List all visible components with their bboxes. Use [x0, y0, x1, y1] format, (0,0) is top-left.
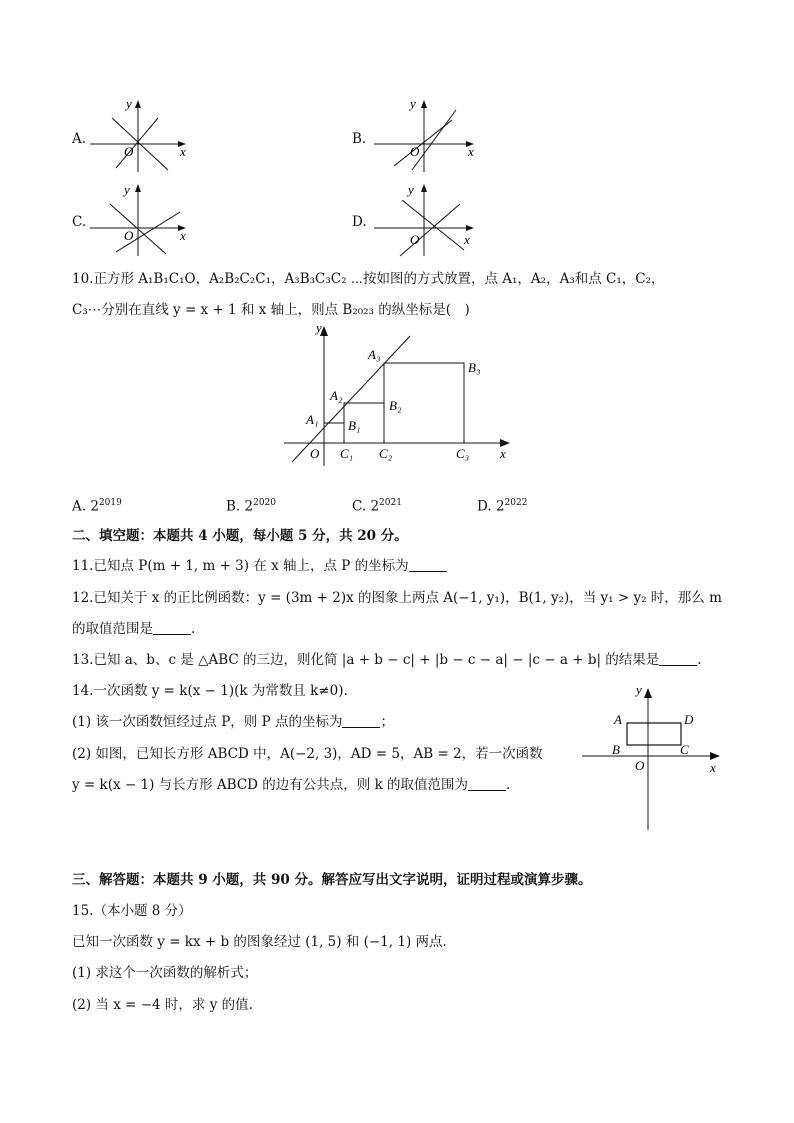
q13: 13.已知 a、b、c 是 △ABC 的三边，则化简 |a + b − c| + |b − c − a| − |c − a + b| 的结果是 . — [72, 652, 702, 668]
origin-label: O — [410, 232, 420, 247]
q10-option-d: D. $2^{2022}$ — [477, 498, 528, 515]
axis-x-label: x — [500, 446, 506, 461]
q14-figure — [578, 680, 728, 832]
label-b1: B₁ — [348, 418, 361, 433]
label-a2: A₂ — [330, 388, 343, 403]
answer-blank — [342, 715, 380, 728]
answer-blank — [409, 559, 447, 572]
q12-line2: 的取值范围是 . — [72, 621, 196, 637]
label-c3: C₃ — [456, 446, 470, 461]
axis-x-label: x — [180, 228, 186, 243]
origin-label: O — [124, 144, 134, 159]
axis-x-label: x — [468, 144, 474, 159]
option-a-graph — [86, 96, 196, 176]
label-b: B — [612, 742, 620, 757]
section-2-heading: 二、填空题：本题共 4 小题，每小题 5 分，共 20 分。 — [72, 528, 408, 544]
axis-y-label: y — [126, 96, 132, 111]
q10-stem-line2: C₃⋯分别在直线 y = x + 1 和 x 轴上，则点 B₂₀₂₃ 的纵坐标是( ) — [72, 302, 470, 318]
q14-line3: (2) 如图，已知长方形 ABCD 中，A(−2, 3)，AD = 5，AB = 2，若一次函数 — [72, 746, 543, 762]
q15-heading: 15.（本小题 8 分） — [72, 903, 192, 919]
label-a1: A₁ — [306, 412, 319, 427]
q11: 11.已知点 P(m + 1, m + 3) 在 x 轴上，点 P 的坐标为 — [72, 557, 447, 575]
axis-y-label: y — [124, 182, 130, 197]
option-b-graph — [370, 96, 485, 176]
option-c-graph — [86, 180, 196, 260]
answer-blank — [468, 778, 506, 791]
label-c2: C₂ — [379, 446, 393, 461]
origin-label: O — [410, 144, 420, 159]
option-a-label: A. — [72, 131, 87, 147]
origin-label: O — [635, 758, 645, 773]
option-b-label: B. — [352, 131, 367, 147]
q12-line1: 12.已知关于 x 的正比例函数：y = (3m + 2)x 的图象上两点 A(−1, y₁)，B(1, y₂)，当 y₁ > y₂ 时，那么 m — [72, 590, 722, 606]
option-d-graph — [370, 180, 485, 260]
section-3-heading: 三、解答题：本题共 9 小题，共 90 分。解答应写出文字说明，证明过程或演算步骤。 — [72, 872, 592, 888]
axis-x-label: x — [710, 760, 716, 775]
q10-figure — [280, 320, 520, 468]
label-c1: C₁ — [340, 446, 354, 461]
answer-blank — [659, 653, 697, 666]
label-b2: B₂ — [389, 398, 402, 413]
q10-option-a: A. $2^{2019}$ — [72, 498, 122, 515]
axis-x-label: x — [464, 232, 470, 247]
q10-option-c: C. $2^{2021}$ — [352, 498, 402, 515]
axis-y-label: y — [316, 320, 322, 335]
option-c-label: C. — [72, 214, 87, 230]
label-c: C — [680, 742, 689, 757]
q15-stem: 已知一次函数 y = kx + b 的图象经过 (1, 5) 和 (−1, 1) 两点. — [72, 934, 447, 950]
axis-y-label: y — [408, 182, 414, 197]
axis-y-label: y — [636, 682, 642, 697]
answer-blank — [153, 622, 191, 635]
option-d-label: D. — [352, 214, 367, 230]
q14-line2: (1) 该一次函数恒经过点 P，则 P 点的坐标为 ； — [72, 714, 394, 730]
label-a3: A₃ — [368, 347, 381, 362]
q15-part1: (1) 求这个一次函数的解析式； — [72, 965, 258, 981]
label-d: D — [684, 712, 694, 727]
origin-label: O — [124, 228, 134, 243]
label-a: A — [614, 712, 622, 727]
label-b3: B₃ — [468, 360, 481, 375]
axis-x-label: x — [180, 144, 186, 159]
q15-part2: (2) 当 x = −4 时，求 y 的值. — [72, 997, 253, 1013]
q14-line4: y = k(x − 1) 与长方形 ABCD 的边有公共点，则 k 的取值范围为 . — [72, 777, 511, 793]
origin-label: O — [310, 446, 320, 461]
q14-line1: 14.一次函数 y = k(x − 1)(k 为常数且 k≠0). — [72, 683, 348, 699]
q10-option-b: B. $2^{2020}$ — [226, 498, 277, 515]
q10-stem-line1: 10.正方形 A₁B₁C₁O，A₂B₂C₂C₁，A₃B₃C₃C₂ ⋯按如图的方式放置，点 A₁，A₂，A₃和点 C₁，C₂， — [72, 271, 665, 287]
axis-y-label: y — [410, 96, 416, 111]
